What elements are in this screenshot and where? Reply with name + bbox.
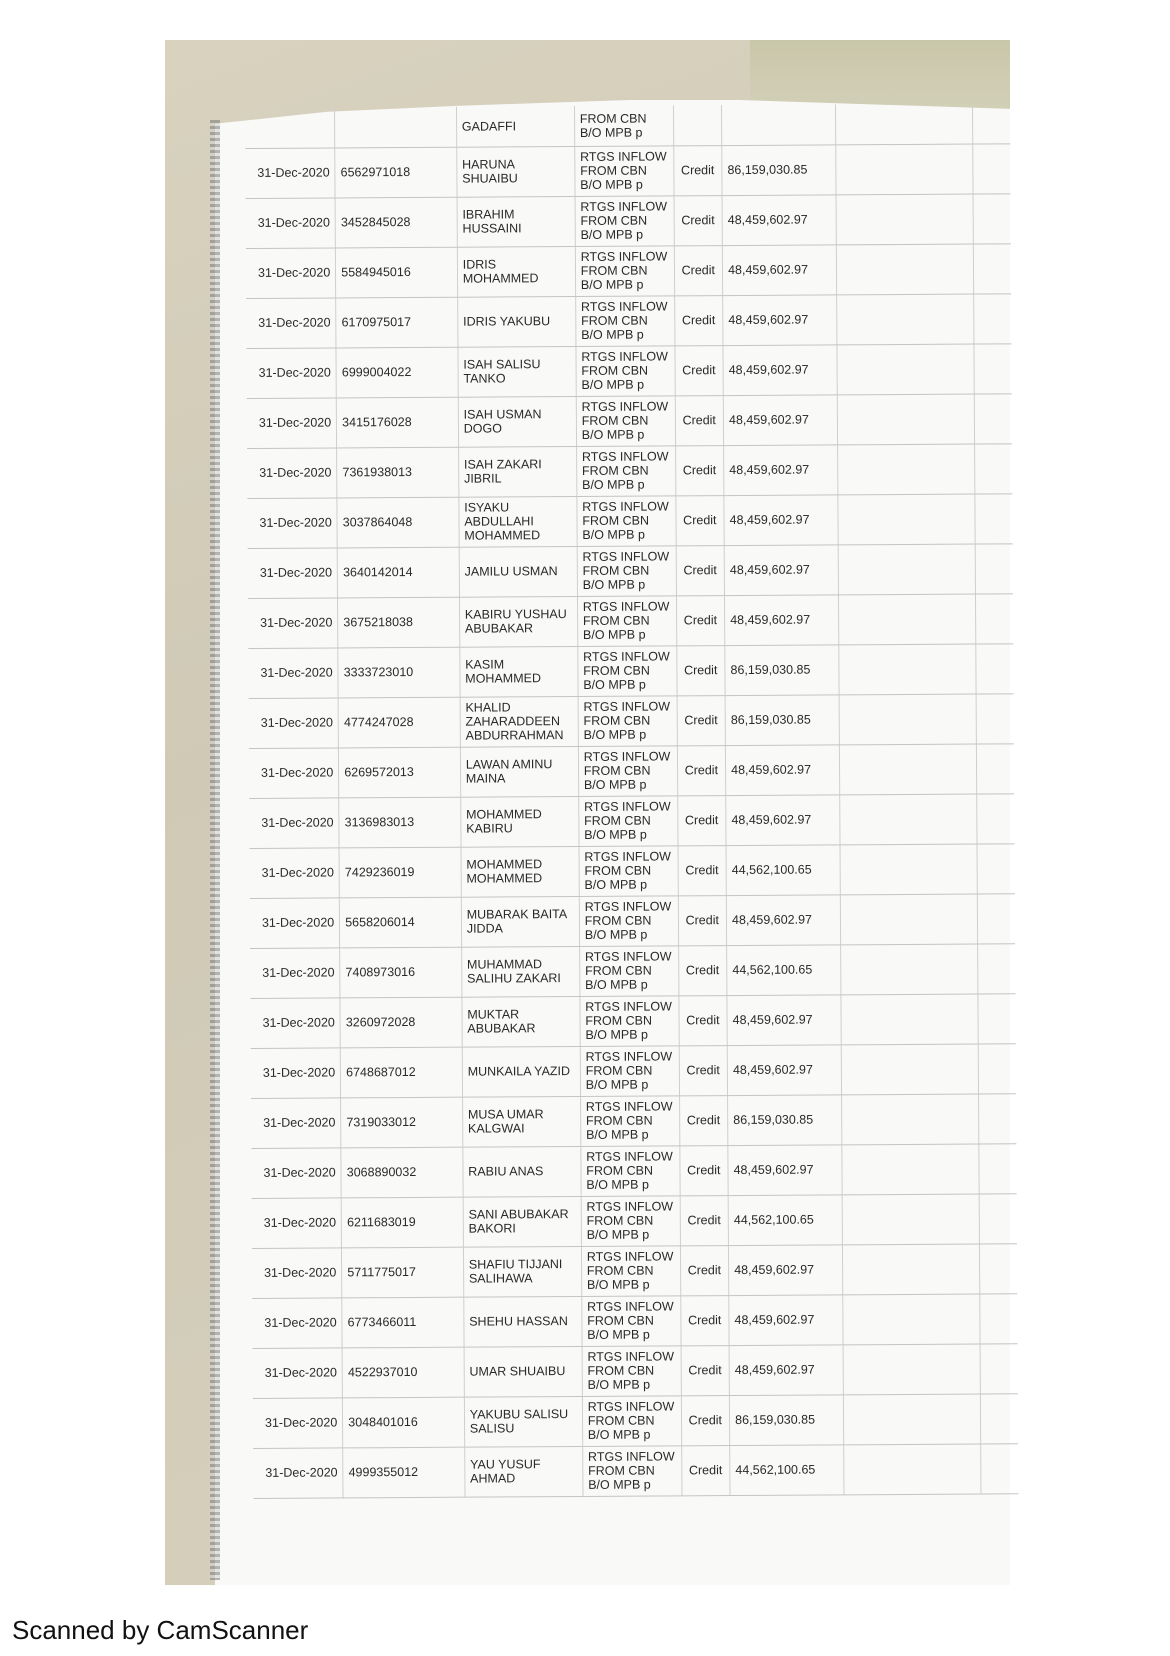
transaction-type: Credit (675, 495, 724, 545)
empty-cell (976, 643, 1014, 693)
account-number: 7319033012 (341, 1097, 463, 1148)
transaction-amount: 48,459,602.97 (722, 244, 836, 295)
binding-edge (210, 120, 220, 1580)
account-number: 3068890032 (341, 1147, 463, 1198)
account-number: 6748687012 (340, 1047, 462, 1098)
account-number: 6211683019 (341, 1197, 463, 1248)
transaction-date: 31-Dec-2020 (245, 147, 335, 198)
empty-cell (843, 1394, 981, 1445)
transaction-type: Credit (678, 845, 727, 895)
empty-cell (978, 1043, 1016, 1093)
empty-cell (836, 294, 974, 345)
transaction-type: Credit (679, 1145, 728, 1195)
transaction-type: Credit (678, 895, 727, 945)
empty-cell (978, 943, 1016, 993)
transaction-amount: 44,562,100.65 (730, 1444, 844, 1495)
account-name: KASIM MOHAMMED (460, 646, 578, 697)
account-number: 5584945016 (336, 247, 458, 298)
transaction-description: RTGS INFLOW FROM CBN B/O MPB p (577, 595, 676, 646)
account-number: 3640142014 (337, 547, 459, 598)
table-row (250, 993, 1015, 1048)
transaction-amount: 48,459,602.97 (727, 994, 841, 1045)
account-name: MUNKAILA YAZID (462, 1046, 580, 1097)
empty-cell (977, 843, 1015, 893)
transaction-type: Credit (676, 645, 725, 695)
empty-cell (975, 543, 1013, 593)
account-name: MUKTAR ABUBAKAR (462, 996, 580, 1047)
empty-cell (840, 944, 978, 995)
empty-cell (840, 844, 978, 895)
transaction-date: 31-Dec-2020 (246, 297, 336, 348)
transaction-type: Credit (677, 695, 726, 745)
transaction-amount: 48,459,602.97 (729, 1294, 843, 1345)
transaction-date: 31-Dec-2020 (250, 947, 340, 998)
transaction-description: RTGS INFLOW FROM CBN B/O MPB p (581, 1195, 680, 1246)
transaction-amount: 48,459,602.97 (724, 494, 838, 545)
transaction-description: RTGS INFLOW FROM CBN B/O MPB p (576, 445, 675, 496)
empty-cell (838, 644, 976, 695)
account-number: 7429236019 (339, 847, 461, 898)
transaction-type: Credit (681, 1395, 730, 1445)
empty-cell (841, 1094, 979, 1145)
table-row (253, 1443, 1018, 1498)
transaction-type: Credit (676, 595, 725, 645)
account-number: 7361938013 (337, 447, 459, 498)
transaction-description: RTGS INFLOW FROM CBN B/O MPB p (577, 495, 676, 546)
account-name: LAWAN AMINU MAINA (460, 746, 578, 797)
empty-cell (977, 893, 1015, 943)
transaction-table (245, 103, 1018, 1498)
empty-cell (837, 344, 975, 395)
transaction-description: RTGS INFLOW FROM CBN B/O MPB p (580, 1045, 679, 1096)
table-row (245, 103, 1010, 148)
empty-cell (842, 1194, 980, 1245)
account-name: IBRAHIM HUSSAINI (457, 196, 575, 247)
transaction-type: Credit (677, 795, 726, 845)
table-row (252, 1293, 1017, 1348)
transaction-type: Credit (679, 1095, 728, 1145)
empty-cell (979, 1243, 1017, 1293)
account-name: ISAH SALISU TANKO (458, 346, 576, 397)
account-number: 6562971018 (335, 147, 457, 198)
empty-cell (838, 594, 976, 645)
empty-cell (980, 1393, 1018, 1443)
empty-cell (840, 894, 978, 945)
transaction-date: 31-Dec-2020 (249, 747, 339, 798)
transaction-type: Credit (680, 1245, 729, 1295)
table-row (249, 793, 1014, 848)
transaction-table-body (245, 103, 1018, 1498)
account-name: ISYAKU ABDULLAHI MOHAMMED (459, 496, 577, 547)
account-name: MUSA UMAR KALGWAI (462, 1096, 580, 1147)
transaction-description: RTGS INFLOW FROM CBN B/O MPB p (580, 995, 679, 1046)
transaction-type: Credit (675, 445, 724, 495)
table-row (251, 1043, 1016, 1098)
transaction-date: 31-Dec-2020 (246, 197, 336, 248)
empty-cell (972, 103, 1010, 143)
transaction-description: RTGS INFLOW FROM CBN B/O MPB p (579, 895, 678, 946)
account-number: 4774247028 (338, 697, 460, 748)
empty-cell (838, 544, 976, 595)
transaction-description: FROM CBN B/O MPB p (574, 105, 673, 146)
transaction-amount: 48,459,602.97 (724, 544, 838, 595)
empty-cell (981, 1443, 1019, 1493)
transaction-type: Credit (676, 545, 725, 595)
account-name: KABIRU YUSHAU ABUBAKAR (459, 596, 577, 647)
account-number: 3136983013 (339, 797, 461, 848)
empty-cell (842, 1244, 980, 1295)
transaction-amount: 86,159,030.85 (729, 1394, 843, 1445)
transaction-description: RTGS INFLOW FROM CBN B/O MPB p (581, 1145, 680, 1196)
transaction-date: 31-Dec-2020 (246, 347, 336, 398)
table-row (246, 193, 1011, 248)
transaction-amount: 48,459,602.97 (726, 894, 840, 945)
table-row (246, 293, 1011, 348)
transaction-description: RTGS INFLOW FROM CBN B/O MPB p (578, 645, 677, 696)
transaction-type: Credit (681, 1445, 730, 1495)
account-name: SHAFIU TIJJANI SALIHAWA (463, 1246, 581, 1297)
account-name: HARUNA SHUAIBU (457, 146, 575, 197)
transaction-description: RTGS INFLOW FROM CBN B/O MPB p (576, 345, 675, 396)
empty-cell (976, 693, 1014, 743)
account-number: 6773466011 (342, 1297, 464, 1348)
transaction-amount: 86,159,030.85 (725, 694, 839, 745)
transaction-amount: 44,562,100.65 (728, 1194, 842, 1245)
table-row (252, 1243, 1017, 1298)
table-row (250, 943, 1015, 998)
account-number: 3415176028 (337, 397, 459, 448)
transaction-date: 31-Dec-2020 (248, 597, 338, 648)
transaction-type: Credit (674, 295, 723, 345)
transaction-type: Credit (678, 945, 727, 995)
table-row (245, 143, 1010, 198)
account-name: IDRIS MOHAMMED (457, 246, 575, 297)
empty-cell (974, 343, 1012, 393)
empty-cell (973, 143, 1011, 193)
empty-cell (836, 244, 974, 295)
table-row (247, 393, 1012, 448)
empty-cell (975, 493, 1013, 543)
transaction-amount: 48,459,602.97 (723, 294, 837, 345)
account-number (335, 107, 457, 148)
transaction-date: 31-Dec-2020 (249, 797, 339, 848)
account-number: 4522937010 (342, 1347, 464, 1398)
transaction-date: 31-Dec-2020 (248, 647, 338, 698)
account-number: 3333723010 (338, 647, 460, 698)
table-row (250, 843, 1015, 898)
transaction-description: RTGS INFLOW FROM CBN B/O MPB p (577, 545, 676, 596)
account-name: IDRIS YAKUBU (457, 296, 575, 347)
empty-cell (839, 694, 977, 745)
transaction-type: Credit (674, 245, 723, 295)
account-name: MUBARAK BAITA JIDDA (461, 896, 579, 947)
transaction-type: Credit (675, 395, 724, 445)
transaction-amount: 48,459,602.97 (722, 194, 836, 245)
transaction-amount: 48,459,602.97 (723, 344, 837, 395)
table-row (252, 1193, 1017, 1248)
account-number: 3048401016 (343, 1397, 465, 1448)
transaction-date: 31-Dec-2020 (252, 1297, 342, 1348)
empty-cell (973, 193, 1011, 243)
empty-cell (843, 1344, 981, 1395)
table-row (253, 1343, 1018, 1398)
table-row (249, 743, 1014, 798)
table-row (247, 493, 1012, 548)
empty-cell (978, 993, 1016, 1043)
transaction-description: RTGS INFLOW FROM CBN B/O MPB p (575, 245, 674, 296)
account-name: UMAR SHUAIBU (464, 1346, 582, 1397)
transaction-type: Credit (674, 195, 723, 245)
account-number: 3452845028 (335, 197, 457, 248)
empty-cell (976, 743, 1014, 793)
transaction-date: 31-Dec-2020 (250, 847, 340, 898)
transaction-type: Credit (681, 1345, 730, 1395)
transaction-amount: 48,459,602.97 (723, 394, 837, 445)
empty-cell (980, 1293, 1018, 1343)
account-number: 6269572013 (339, 747, 461, 798)
transaction-description: RTGS INFLOW FROM CBN B/O MPB p (582, 1295, 681, 1346)
account-number: 5658206014 (340, 897, 462, 948)
table-row (249, 693, 1014, 748)
transaction-amount: 48,459,602.97 (725, 594, 839, 645)
transaction-description: RTGS INFLOW FROM CBN B/O MPB p (579, 945, 678, 996)
transaction-date: 31-Dec-2020 (247, 497, 337, 548)
account-name: KHALID ZAHARADDEEN ABDURRAHMAN (460, 696, 578, 747)
account-number: 6999004022 (336, 347, 458, 398)
account-number: 3260972028 (340, 997, 462, 1048)
transaction-description: RTGS INFLOW FROM CBN B/O MPB p (578, 695, 677, 746)
account-name: MOHAMMED MOHAMMED (461, 846, 579, 897)
empty-cell (841, 1044, 979, 1095)
transaction-type: Credit (677, 745, 726, 795)
transaction-description: RTGS INFLOW FROM CBN B/O MPB p (582, 1445, 681, 1496)
transaction-date: 31-Dec-2020 (246, 247, 336, 298)
transaction-date: 31-Dec-2020 (249, 697, 339, 748)
table-row (246, 243, 1011, 298)
transaction-date: 31-Dec-2020 (253, 1447, 343, 1498)
transaction-description: RTGS INFLOW FROM CBN B/O MPB p (576, 395, 675, 446)
empty-cell (843, 1444, 981, 1495)
transaction-amount: 48,459,602.97 (724, 444, 838, 495)
table-row (248, 643, 1013, 698)
transaction-date: 31-Dec-2020 (251, 1147, 341, 1198)
empty-cell (979, 1143, 1017, 1193)
empty-cell (842, 1294, 980, 1345)
account-number: 4999355012 (343, 1447, 465, 1498)
account-number: 7408973016 (340, 947, 462, 998)
empty-cell (839, 744, 977, 795)
account-name: YAKUBU SALISU SALISU (464, 1396, 582, 1447)
transaction-amount: 86,159,030.85 (728, 1094, 842, 1145)
transaction-description: RTGS INFLOW FROM CBN B/O MPB p (575, 295, 674, 346)
empty-cell (839, 794, 977, 845)
transaction-description: RTGS INFLOW FROM CBN B/O MPB p (580, 1095, 679, 1146)
account-name: GADAFFI (456, 106, 574, 147)
transaction-amount: 48,459,602.97 (729, 1344, 843, 1395)
transaction-date: 31-Dec-2020 (247, 397, 337, 448)
account-name: ISAH USMAN DOGO (458, 396, 576, 447)
empty-cell (977, 793, 1015, 843)
transaction-amount: 48,459,602.97 (725, 744, 839, 795)
transaction-type: Credit (674, 345, 723, 395)
account-name: MOHAMMED KABIRU (460, 796, 578, 847)
transaction-description: RTGS INFLOW FROM CBN B/O MPB p (582, 1345, 681, 1396)
empty-cell (974, 293, 1012, 343)
empty-cell (836, 194, 974, 245)
transaction-amount: 48,459,602.97 (726, 794, 840, 845)
transaction-description: RTGS INFLOW FROM CBN B/O MPB p (579, 845, 678, 896)
transaction-date: 31-Dec-2020 (253, 1397, 343, 1448)
table-row (253, 1393, 1018, 1448)
account-name: ISAH ZAKARI JIBRIL (458, 446, 576, 497)
transaction-description: RTGS INFLOW FROM CBN B/O MPB p (578, 745, 677, 796)
empty-cell (974, 393, 1012, 443)
table-row (248, 543, 1013, 598)
table-row (251, 1093, 1016, 1148)
account-name: SANI ABUBAKAR BAKORI (463, 1196, 581, 1247)
account-name: JAMILU USMAN (459, 546, 577, 597)
account-name: MUHAMMAD SALIHU ZAKARI (461, 946, 579, 997)
transaction-description: RTGS INFLOW FROM CBN B/O MPB p (581, 1245, 680, 1296)
empty-cell (837, 494, 975, 545)
transaction-type: Credit (678, 995, 727, 1045)
empty-cell (975, 593, 1013, 643)
table-row (246, 343, 1011, 398)
transaction-amount: 44,562,100.65 (726, 844, 840, 895)
account-number: 3675218038 (338, 597, 460, 648)
empty-cell (837, 444, 975, 495)
scanner-watermark: Scanned by CamScanner (12, 1615, 309, 1645)
transaction-amount: 44,562,100.65 (727, 944, 841, 995)
transaction-amount: 48,459,602.97 (727, 1044, 841, 1095)
table-row (248, 593, 1013, 648)
transaction-type (673, 105, 722, 145)
empty-cell (974, 443, 1012, 493)
transaction-date: 31-Dec-2020 (247, 447, 337, 498)
transaction-description: RTGS INFLOW FROM CBN B/O MPB p (575, 145, 674, 196)
transaction-type: Credit (673, 145, 722, 195)
transaction-amount: 86,159,030.85 (722, 144, 836, 195)
account-name: SHEHU HASSAN (464, 1296, 582, 1347)
account-name: RABIU ANAS (463, 1146, 581, 1197)
transaction-description: RTGS INFLOW FROM CBN B/O MPB p (578, 795, 677, 846)
account-number: 6170975017 (336, 297, 458, 348)
transaction-date: 31-Dec-2020 (251, 1097, 341, 1148)
transaction-amount: 48,459,602.97 (729, 1244, 843, 1295)
transaction-date: 31-Dec-2020 (250, 897, 340, 948)
transaction-description: RTGS INFLOW FROM CBN B/O MPB p (582, 1395, 681, 1446)
table-row (247, 443, 1012, 498)
account-number: 3037864048 (337, 497, 459, 548)
transaction-date: 31-Dec-2020 (252, 1197, 342, 1248)
transaction-type: Credit (679, 1045, 728, 1095)
empty-cell (841, 994, 979, 1045)
transaction-description: RTGS INFLOW FROM CBN B/O MPB p (575, 195, 674, 246)
table-row (251, 1143, 1016, 1198)
transaction-date (245, 107, 335, 148)
transaction-amount (722, 104, 836, 145)
transaction-date: 31-Dec-2020 (253, 1347, 343, 1398)
transaction-amount: 48,459,602.97 (728, 1144, 842, 1195)
empty-cell (980, 1343, 1018, 1393)
transaction-date: 31-Dec-2020 (250, 997, 340, 1048)
empty-cell (973, 243, 1011, 293)
empty-cell (841, 1144, 979, 1195)
account-number: 5711775017 (342, 1247, 464, 1298)
empty-cell (978, 1093, 1016, 1143)
transaction-date: 31-Dec-2020 (248, 547, 338, 598)
empty-cell (835, 104, 973, 145)
transaction-date: 31-Dec-2020 (252, 1247, 342, 1298)
empty-cell (835, 144, 973, 195)
account-name: YAU YUSUF AHMAD (464, 1446, 582, 1497)
transaction-date: 31-Dec-2020 (251, 1047, 341, 1098)
transaction-type: Credit (680, 1195, 729, 1245)
empty-cell (979, 1193, 1017, 1243)
transaction-amount: 86,159,030.85 (725, 644, 839, 695)
transaction-type: Credit (680, 1295, 729, 1345)
table-row (250, 893, 1015, 948)
empty-cell (837, 394, 975, 445)
